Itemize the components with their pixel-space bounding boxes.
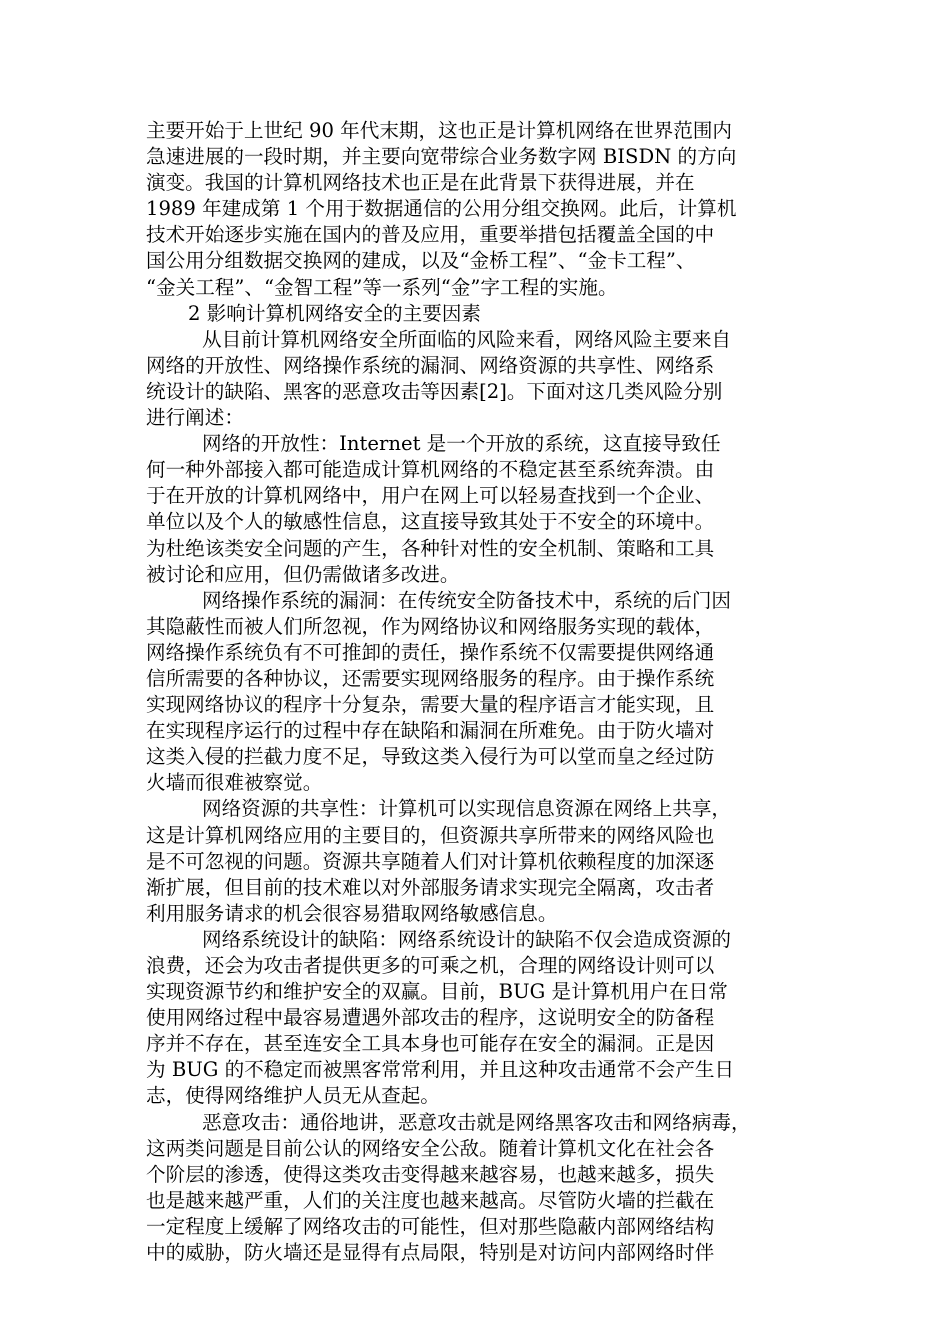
text-line: 急速进展的一段时期，并主要向宽带综合业务数字网 BISDN 的方向 (146, 145, 737, 169)
text-line: 进行阐述： (146, 406, 244, 430)
text-line: 这类入侵的拦截力度不足，导致这类入侵行为可以堂而皇之经过防 (146, 745, 715, 769)
paragraph (146, 327, 806, 431)
document-page (146, 118, 806, 1266)
text-line: 为 BUG 的不稳定而被黑客常常利用，并且这种攻击通常不会产生日 (146, 1058, 735, 1082)
paragraph (146, 431, 806, 588)
text-line: 网络的开放性、网络操作系统的漏洞、网络资源的共享性、网络系 (146, 353, 715, 377)
paragraph (146, 1110, 806, 1267)
text-line: 单位以及个人的敏感性信息，这直接导致其处于不安全的环境中。 (146, 510, 715, 534)
text-line: 浪费，还会为攻击者提供更多的可乘之机，合理的网络设计则可以 (146, 954, 715, 977)
text-line: 为杜绝该类安全问题的产生，各种针对性的安全机制、策略和工具 (146, 536, 715, 560)
text-line: 于在开放的计算机网络中，用户在网上可以轻易查找到一个企业、 (146, 484, 715, 508)
text-line: 被讨论和应用，但仍需做诸多改进。 (146, 562, 460, 586)
text-line: 渐扩展，但目前的技术难以对外部服务请求实现完全隔离，攻击者 (146, 875, 715, 899)
text-line: 这两类问题是目前公认的网络安全公敌。随着计算机文化在社会各 (146, 1136, 715, 1160)
text-line: 1989 年建成第 1 个用于数据通信的公用分组交换网。此后，计算机 (146, 197, 737, 221)
section-heading (146, 301, 806, 327)
text-line: 演变。我国的计算机网络技术也正是在此背景下获得进展，并在 (146, 171, 695, 195)
text-line: 个阶层的渗透，使得这类攻击变得越来越容易，也越来越多，损失 (146, 1162, 715, 1186)
paragraph (146, 118, 806, 301)
text-line: 利用服务请求的机会很容易猎取网络敏感信息。 (146, 901, 558, 925)
heading-text: 2 影响计算机网络安全的主要因素 (188, 301, 482, 325)
text-line: 在实现程序运行的过程中存在缺陷和漏洞在所难免。由于防火墙对 (146, 719, 715, 743)
text-line: 网络系统设计的缺陷：网络系统设计的缺陷不仅会造成资源的 (202, 927, 732, 951)
text-line: 实现网络协议的程序十分复杂，需要大量的程序语言才能实现，且 (146, 693, 715, 717)
paragraph (146, 927, 806, 1110)
paragraph (146, 796, 806, 926)
text-line: 网络的开放性：Internet 是一个开放的系统，这直接导致任 (202, 432, 721, 456)
text-line: 其隐蔽性而被人们所忽视，作为网络协议和网络服务实现的载体， (146, 614, 715, 638)
text-line: 一定程度上缓解了网络攻击的可能性，但对那些隐蔽内部网络结构 (146, 1214, 715, 1238)
text-line: 这是计算机网络应用的主要目的，但资源共享所带来的网络风险也 (146, 823, 715, 847)
text-line: 中的威胁，防火墙还是显得有点局限，特别是对访问内部网络时伴 (146, 1241, 715, 1265)
text-line: 火墙而很难被察觉。 (146, 771, 323, 795)
text-line: 从目前计算机网络安全所面临的风险来看，网络风险主要来自 (202, 327, 732, 351)
text-line: 何一种外部接入都可能造成计算机网络的不稳定甚至系统奔溃。由 (146, 458, 715, 482)
text-line: 网络操作系统负有不可推卸的责任，操作系统不仅需要提供网络通 (146, 640, 715, 664)
text-line: “金关工程”、“金智工程”等一系列“金”字工程的实施。 (146, 275, 618, 299)
paragraph (146, 588, 806, 797)
text-line: 是不可忽视的问题。资源共享随着人们对计算机依赖程度的加深逐 (146, 849, 715, 873)
text-line: 实现资源节约和维护安全的双赢。目前，BUG 是计算机用户在日常 (146, 980, 728, 1004)
text-line: 网络操作系统的漏洞：在传统安全防备技术中，系统的后门因 (202, 588, 732, 612)
text-line: 信所需要的各种协议，还需要实现网络服务的程序。由于操作系统 (146, 666, 715, 690)
text-line: 使用网络过程中最容易遭遇外部攻击的程序，这说明安全的防备程 (146, 1006, 715, 1030)
text-line: 序并不存在，甚至连安全工具本身也可能存在安全的漏洞。正是因 (146, 1032, 715, 1056)
text-line: 主要开始于上世纪 90 年代末期，这也正是计算机网络在世界范围内 (146, 119, 733, 142)
text-line: 恶意攻击：通俗地讲，恶意攻击就是网络黑客攻击和网络病毒， (202, 1110, 751, 1134)
text-line: 也是越来越严重，人们的关注度也越来越高。尽管防火墙的拦截在 (146, 1188, 715, 1212)
text-line: 统设计的缺陷、黑客的恶意攻击等因素[2]。下面对这几类风险分别 (146, 379, 723, 403)
text-line: 国公用分组数据交换网的建成，以及“金桥工程”、“金卡工程”、 (146, 249, 696, 273)
text-line: 技术开始逐步实施在国内的普及应用，重要举措包括覆盖全国的中 (146, 223, 715, 247)
text-line: 志，使得网络维护人员无从查起。 (146, 1084, 440, 1108)
text-line: 网络资源的共享性：计算机可以实现信息资源在网络上共享， (202, 797, 732, 821)
